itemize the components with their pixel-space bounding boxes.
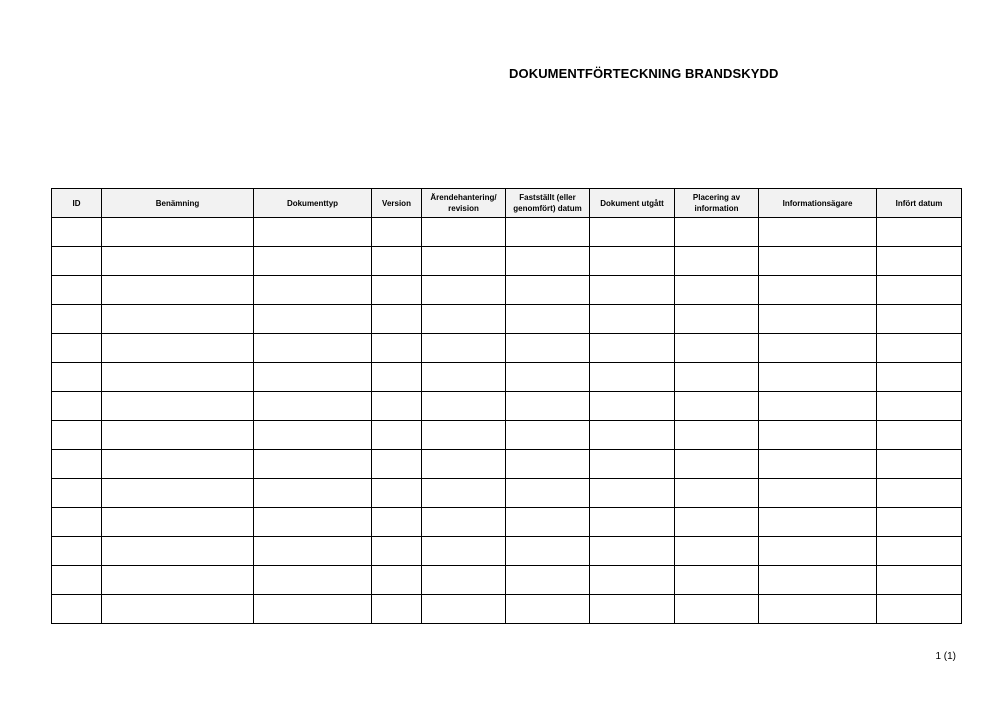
table-cell bbox=[759, 247, 877, 276]
table-cell bbox=[52, 334, 102, 363]
column-header-id: ID bbox=[52, 189, 102, 218]
table-cell bbox=[422, 392, 506, 421]
table-cell bbox=[422, 537, 506, 566]
table-cell bbox=[254, 363, 372, 392]
table-cell bbox=[52, 276, 102, 305]
table-cell bbox=[102, 595, 254, 624]
table-row bbox=[52, 537, 962, 566]
table-header-row bbox=[52, 189, 962, 218]
table-row bbox=[52, 363, 962, 392]
table-row bbox=[52, 421, 962, 450]
table-cell bbox=[52, 247, 102, 276]
column-header-document-expired: Dokument utgått bbox=[590, 189, 675, 218]
column-header-established-date: Fastställt (eller genomfört) datum bbox=[506, 189, 590, 218]
table-cell bbox=[759, 595, 877, 624]
table-cell bbox=[506, 218, 590, 247]
table-cell bbox=[102, 218, 254, 247]
table-cell bbox=[877, 334, 962, 363]
table-cell bbox=[372, 392, 422, 421]
table-cell bbox=[102, 305, 254, 334]
table-cell bbox=[759, 392, 877, 421]
table-cell bbox=[52, 218, 102, 247]
table-cell bbox=[590, 247, 675, 276]
table-cell bbox=[675, 450, 759, 479]
table-cell bbox=[372, 421, 422, 450]
table-cell bbox=[254, 595, 372, 624]
table-cell bbox=[759, 276, 877, 305]
table-cell bbox=[52, 595, 102, 624]
table-cell bbox=[877, 537, 962, 566]
table-cell bbox=[759, 363, 877, 392]
table-row bbox=[52, 334, 962, 363]
table-cell bbox=[422, 218, 506, 247]
table-cell bbox=[422, 247, 506, 276]
table-cell bbox=[877, 218, 962, 247]
table-row bbox=[52, 595, 962, 624]
table-cell bbox=[254, 508, 372, 537]
table-cell bbox=[422, 421, 506, 450]
table-cell bbox=[254, 479, 372, 508]
table-cell bbox=[372, 334, 422, 363]
table-cell bbox=[52, 305, 102, 334]
table-cell bbox=[52, 363, 102, 392]
table-cell bbox=[590, 392, 675, 421]
table-cell bbox=[52, 421, 102, 450]
table-cell bbox=[759, 566, 877, 595]
table-cell bbox=[102, 276, 254, 305]
table-cell bbox=[759, 450, 877, 479]
table-cell bbox=[590, 537, 675, 566]
table-cell bbox=[372, 305, 422, 334]
table-cell bbox=[52, 566, 102, 595]
table-cell bbox=[759, 421, 877, 450]
table-cell bbox=[877, 566, 962, 595]
table-cell bbox=[254, 421, 372, 450]
table-cell bbox=[422, 363, 506, 392]
table-cell bbox=[102, 247, 254, 276]
table-cell bbox=[759, 218, 877, 247]
table-cell bbox=[422, 450, 506, 479]
table-cell bbox=[372, 537, 422, 566]
table-cell bbox=[422, 595, 506, 624]
table-cell bbox=[422, 276, 506, 305]
column-header-information-location: Placering av information bbox=[675, 189, 759, 218]
table-cell bbox=[506, 595, 590, 624]
table-row bbox=[52, 392, 962, 421]
table-cell bbox=[372, 247, 422, 276]
table-cell bbox=[102, 363, 254, 392]
table-cell bbox=[506, 479, 590, 508]
document-title: DOKUMENTFÖRTECKNING BRANDSKYDD bbox=[509, 66, 779, 81]
table-cell bbox=[877, 363, 962, 392]
table-cell bbox=[52, 450, 102, 479]
table-cell bbox=[759, 334, 877, 363]
column-header-document-type: Dokumenttyp bbox=[254, 189, 372, 218]
table-cell bbox=[759, 479, 877, 508]
table-cell bbox=[506, 537, 590, 566]
table-cell bbox=[675, 537, 759, 566]
table-cell bbox=[506, 363, 590, 392]
table-cell bbox=[675, 421, 759, 450]
table-cell bbox=[102, 508, 254, 537]
table-cell bbox=[102, 566, 254, 595]
table-cell bbox=[422, 305, 506, 334]
table-cell bbox=[254, 218, 372, 247]
table-cell bbox=[590, 363, 675, 392]
table-row bbox=[52, 450, 962, 479]
column-header-information-owner: Informationsägare bbox=[759, 189, 877, 218]
table-cell bbox=[102, 421, 254, 450]
table-cell bbox=[52, 479, 102, 508]
table-cell bbox=[675, 479, 759, 508]
table-cell bbox=[877, 392, 962, 421]
table-cell bbox=[506, 450, 590, 479]
table-cell bbox=[590, 305, 675, 334]
column-header-entry-date: Infört datum bbox=[877, 189, 962, 218]
table-cell bbox=[590, 218, 675, 247]
table-row bbox=[52, 247, 962, 276]
table-cell bbox=[254, 334, 372, 363]
table-cell bbox=[506, 334, 590, 363]
table-cell bbox=[675, 334, 759, 363]
table-cell bbox=[759, 305, 877, 334]
table-row bbox=[52, 479, 962, 508]
table-cell bbox=[422, 334, 506, 363]
table-cell bbox=[675, 276, 759, 305]
table-row bbox=[52, 305, 962, 334]
table-cell bbox=[372, 276, 422, 305]
column-header-version: Version bbox=[372, 189, 422, 218]
table-cell bbox=[506, 247, 590, 276]
table-cell bbox=[506, 276, 590, 305]
table-cell bbox=[372, 363, 422, 392]
table-cell bbox=[254, 450, 372, 479]
table-cell bbox=[372, 450, 422, 479]
table-cell bbox=[675, 566, 759, 595]
table-cell bbox=[590, 595, 675, 624]
table-cell bbox=[422, 566, 506, 595]
table-cell bbox=[877, 479, 962, 508]
table-cell bbox=[877, 508, 962, 537]
table-cell bbox=[877, 305, 962, 334]
column-header-case-handling: Ärendehantering/ revision bbox=[422, 189, 506, 218]
table-cell bbox=[506, 421, 590, 450]
table-cell bbox=[254, 247, 372, 276]
table-cell bbox=[254, 305, 372, 334]
column-header-name: Benämning bbox=[102, 189, 254, 218]
table-cell bbox=[877, 421, 962, 450]
table-cell bbox=[675, 305, 759, 334]
table-row bbox=[52, 276, 962, 305]
table-cell bbox=[877, 595, 962, 624]
table-cell bbox=[102, 334, 254, 363]
table-cell bbox=[590, 508, 675, 537]
table-cell bbox=[675, 363, 759, 392]
table-cell bbox=[590, 450, 675, 479]
table-cell bbox=[675, 595, 759, 624]
table-cell bbox=[506, 392, 590, 421]
table-cell bbox=[590, 276, 675, 305]
table-cell bbox=[675, 247, 759, 276]
table-cell bbox=[759, 537, 877, 566]
table-cell bbox=[675, 218, 759, 247]
table-row bbox=[52, 218, 962, 247]
table-cell bbox=[102, 479, 254, 508]
table-cell bbox=[877, 276, 962, 305]
table-cell bbox=[675, 392, 759, 421]
table-cell bbox=[102, 450, 254, 479]
table-cell bbox=[254, 566, 372, 595]
table-cell bbox=[254, 276, 372, 305]
table-cell bbox=[590, 566, 675, 595]
table-cell bbox=[877, 450, 962, 479]
table-cell bbox=[52, 392, 102, 421]
table-cell bbox=[506, 566, 590, 595]
table-cell bbox=[759, 508, 877, 537]
table-cell bbox=[372, 218, 422, 247]
table-cell bbox=[422, 508, 506, 537]
table-cell bbox=[102, 537, 254, 566]
table-cell bbox=[372, 479, 422, 508]
table-row bbox=[52, 508, 962, 537]
table-cell bbox=[52, 537, 102, 566]
table-cell bbox=[422, 479, 506, 508]
table-cell bbox=[675, 508, 759, 537]
table-cell bbox=[506, 305, 590, 334]
table-cell bbox=[590, 334, 675, 363]
table-cell bbox=[254, 537, 372, 566]
table-cell bbox=[372, 595, 422, 624]
table-row bbox=[52, 566, 962, 595]
table-cell bbox=[506, 508, 590, 537]
table-cell bbox=[590, 479, 675, 508]
table-body bbox=[52, 218, 962, 624]
table-cell bbox=[102, 392, 254, 421]
table-cell bbox=[254, 392, 372, 421]
table-cell bbox=[877, 247, 962, 276]
table-cell bbox=[372, 508, 422, 537]
page-number: 1 (1) bbox=[935, 651, 956, 662]
table-cell bbox=[590, 421, 675, 450]
document-register-table bbox=[51, 188, 962, 624]
table-cell bbox=[372, 566, 422, 595]
table-cell bbox=[52, 508, 102, 537]
